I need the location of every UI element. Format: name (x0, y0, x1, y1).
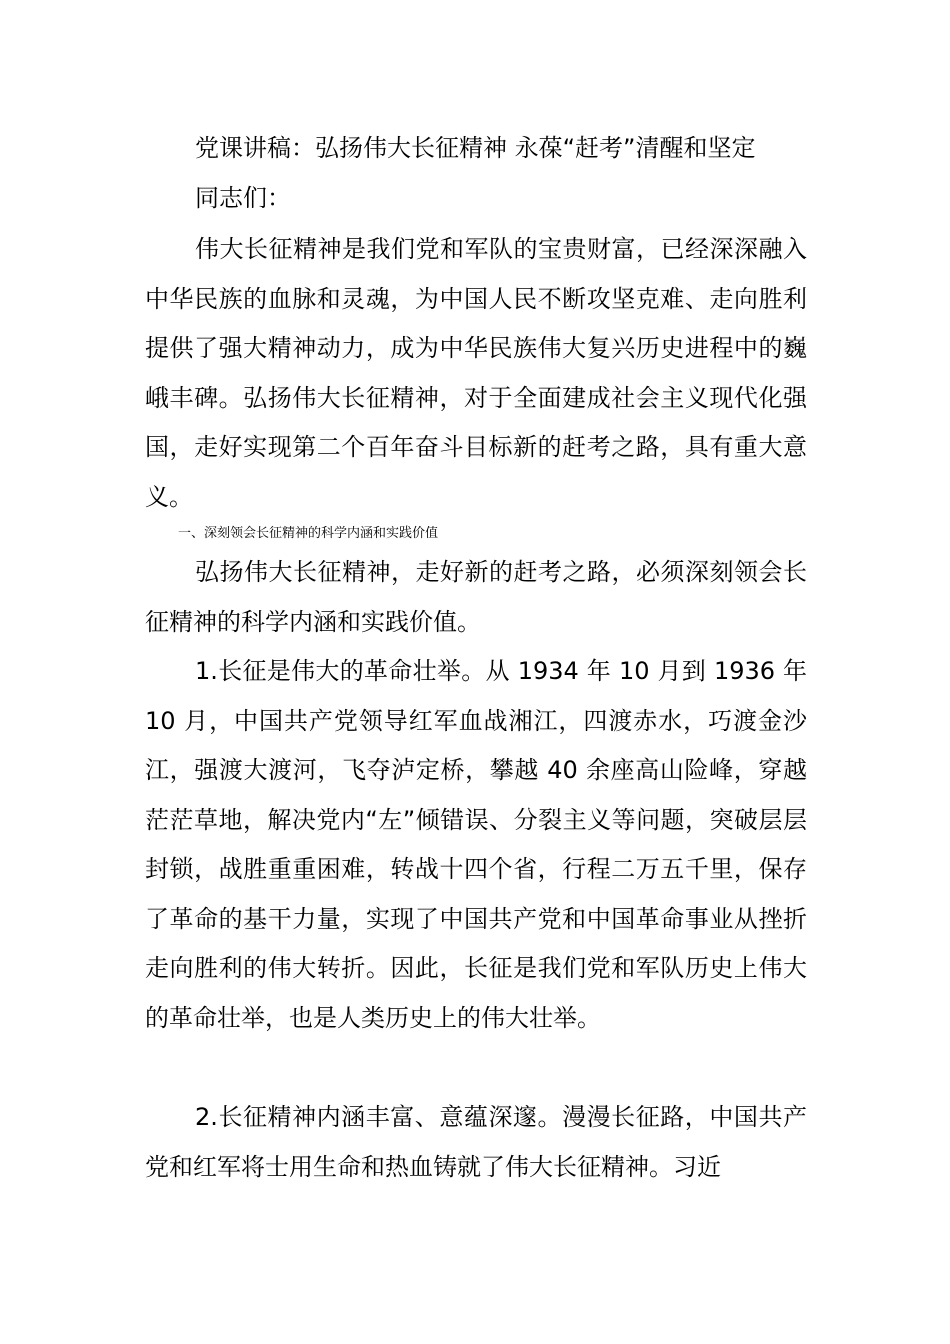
body-paragraph: 弘扬伟大长征精神，走好新的赶考之路，必须深刻领会长征精神的科学内涵和实践价值。 (145, 558, 807, 636)
section-heading: 一、深刻领会长征精神的科学内涵和实践价值 (178, 526, 439, 541)
body-paragraph: 1.长征是伟大的革命壮举。从 1934 年 10 月到 1936 年 10 月，中国共产党领导红军血战湘江，四渡赤水，巧渡金沙江，强渡大渡河，飞夺泸定桥，攀越 40 余座高山险峰，穿越茫茫草地，解决党内“左”倾错误、分裂主义等问题，突破层层封锁，战胜重重困难，转战十四个省，行程二万五千里，保存了革命的基干力量，实现了中国共产党和中国革命事业从挫折走向胜利的伟大转折。因此，长征是我们党和军队历史上伟大的革命壮举，也是人类历史上的伟大壮举。 (145, 657, 807, 1032)
body-paragraph: 2.长征精神内涵丰富、意蕴深邃。漫漫长征路，中国共产党和红军将士用生命和热血铸就了伟大长征精神。习近 (145, 1103, 807, 1181)
body-paragraph: 伟大长征精神是我们党和军队的宝贵财富，已经深深融入中华民族的血脉和灵魂，为中国人民不断攻坚克难、走向胜利提供了强大精神动力，成为中华民族伟大复兴历史进程中的巍峨丰碑。弘扬伟大长征精神，对于全面建成社会主义现代化强国，走好实现第二个百年奋斗目标新的赶考之路，具有重大意义。 (145, 235, 807, 511)
salutation: 同志们： (195, 184, 291, 212)
document-title: 党课讲稿：弘扬伟大长征精神 永葆“赶考”清醒和坚定 (195, 134, 756, 162)
